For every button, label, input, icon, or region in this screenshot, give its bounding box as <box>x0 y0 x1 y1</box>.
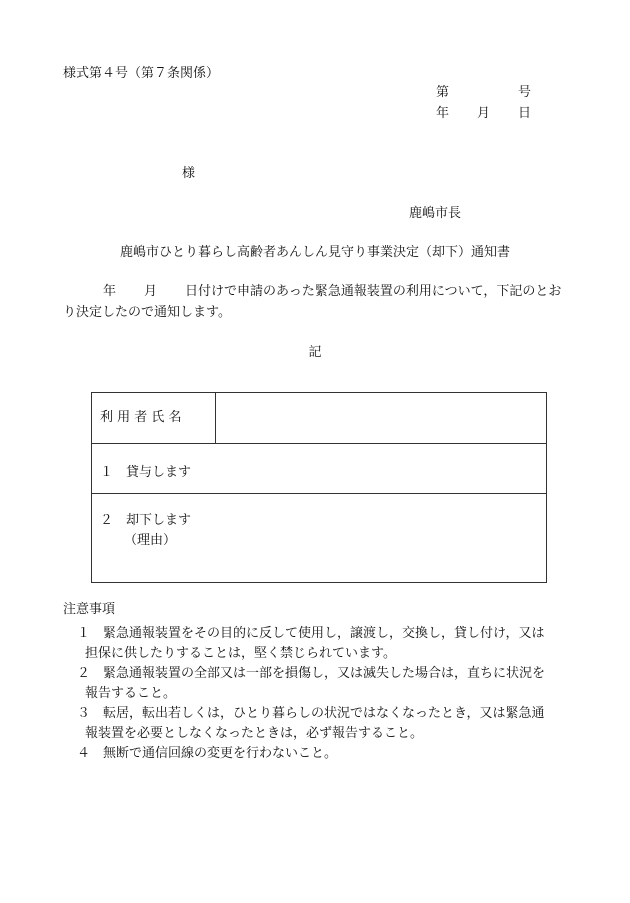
note-text-line2: 報装置を必要としなくなったときは，必ず報告すること。 <box>85 726 424 741</box>
user-name-row <box>92 393 547 444</box>
document-title: 鹿嶋市ひとり暮らし高齢者あんしん見守り事業決定（却下）通知書 <box>119 245 510 260</box>
note-text-line1: 無断で通信回線の変更を行わないこと。 <box>103 746 338 761</box>
note-text-line1: 緊急通報装置の全部又は一部を損傷し，又は滅失した場合は，直ちに状況を <box>103 666 546 681</box>
note-number: １ <box>77 626 91 641</box>
issuer-name: 鹿嶋市長 <box>409 206 462 221</box>
note-text-line2: 担保に供したりすることは，堅く禁じられています。 <box>85 646 396 661</box>
reason-label: （理由） <box>124 533 177 548</box>
notes-list <box>63 624 573 764</box>
user-name-label-cell <box>92 393 216 444</box>
note-number: ４ <box>77 746 91 761</box>
body-line-2: り決定したので通知します。 <box>63 305 231 320</box>
note-text-line1: 転居，転出若しくは，ひとり暮らしの状況ではなくなったとき，又は緊急通 <box>103 706 545 721</box>
user-name-value[interactable] <box>216 393 547 444</box>
note-item <box>63 744 573 764</box>
date-month: 月 <box>477 106 491 121</box>
decision-table <box>91 392 547 583</box>
user-name-label: 利 用 者 氏 名 <box>100 410 182 425</box>
note-item <box>63 704 573 744</box>
number-prefix: 第 <box>436 85 450 100</box>
date-year: 年 <box>436 106 450 121</box>
notes-heading: 注意事項 <box>63 602 116 617</box>
body-year: 年 <box>103 284 117 299</box>
addressee-honorific: 様 <box>182 166 196 181</box>
option-reject-row <box>92 494 547 583</box>
note-item <box>63 624 573 664</box>
note-text-line2: 報告すること。 <box>85 686 177 701</box>
note-number: ３ <box>77 706 91 721</box>
option-lend: １ 貸与します <box>100 465 192 480</box>
note-item <box>63 664 573 704</box>
form-id: 様式第４号（第７条関係） <box>63 66 220 81</box>
date-day: 日 <box>518 106 532 121</box>
ki-heading: 記 <box>308 345 322 360</box>
body-line1-text: 日付けで申請のあった緊急通報装置の利用について，下記のとお <box>185 284 562 299</box>
note-text-line1: 緊急通報装置をその目的に反して使用し，譲渡し，交換し，貸し付け，又は <box>103 626 545 641</box>
option-reject: ２ 却下します <box>100 513 192 528</box>
note-number: ２ <box>77 666 91 681</box>
body-month: 月 <box>144 284 158 299</box>
option-lend-row <box>92 444 547 494</box>
number-suffix: 号 <box>518 85 532 100</box>
